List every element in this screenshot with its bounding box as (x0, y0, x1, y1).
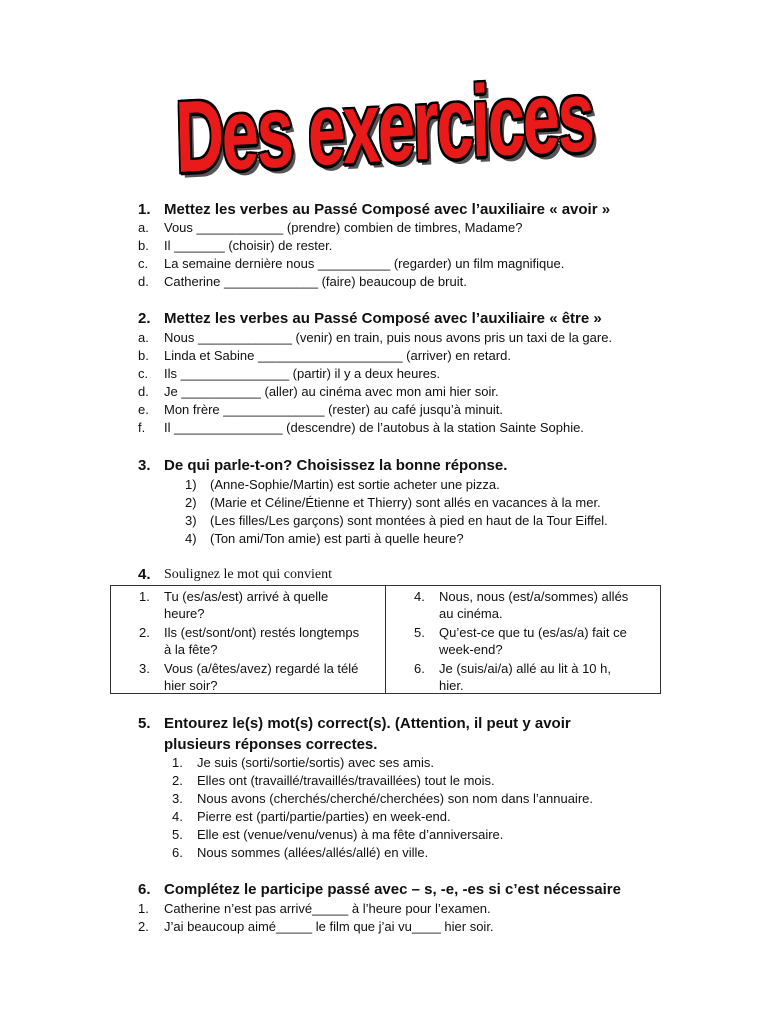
section-3-number: 3. (138, 457, 151, 474)
section-6-number: 6. (138, 881, 151, 898)
section-6-text: Complétez le participe passé avec – s, -e, -es si c’est nécessaire (164, 881, 621, 898)
section-1-number: 1. (138, 201, 151, 218)
section-4-number: 4. (138, 566, 151, 583)
section-4-text: Soulignez le mot qui convient (164, 567, 332, 582)
section-2-number: 2. (138, 310, 151, 327)
worksheet-title: Des exercices (174, 59, 594, 195)
section-4-right-cell: 4. Nous, nous (est/a/sommes) allés au cinéma. 5. Qu’est-ce que tu (es/as/a) fait ce week-end? 6. Je (suis/ai/a) allé au lit à 10 h, hier. (386, 586, 661, 694)
section-5-text-line2: plusieurs réponses correctes. (164, 736, 378, 753)
section-4-left-cell: 1. Tu (es/as/est) arrivé à quelle heure? 2. Ils (est/sont/ont) restés longtemps à la fête? 3. Vous (a/êtes/avez) regardé la télé hier soir? (111, 586, 386, 694)
section-3-text: De qui parle-t-on? Choisissez la bonne réponse. (164, 457, 508, 474)
section-5-number: 5. (138, 715, 151, 732)
section-1-text: Mettez les verbes au Passé Composé avec l’auxiliaire « avoir » (164, 201, 611, 218)
section-4-table (110, 585, 661, 694)
section-2-text: Mettez les verbes au Passé Composé avec l’auxiliaire « être » (164, 310, 602, 327)
section-5-text-line1: Entourez le(s) mot(s) correct(s). (Attention, il peut y avoir (164, 715, 571, 732)
